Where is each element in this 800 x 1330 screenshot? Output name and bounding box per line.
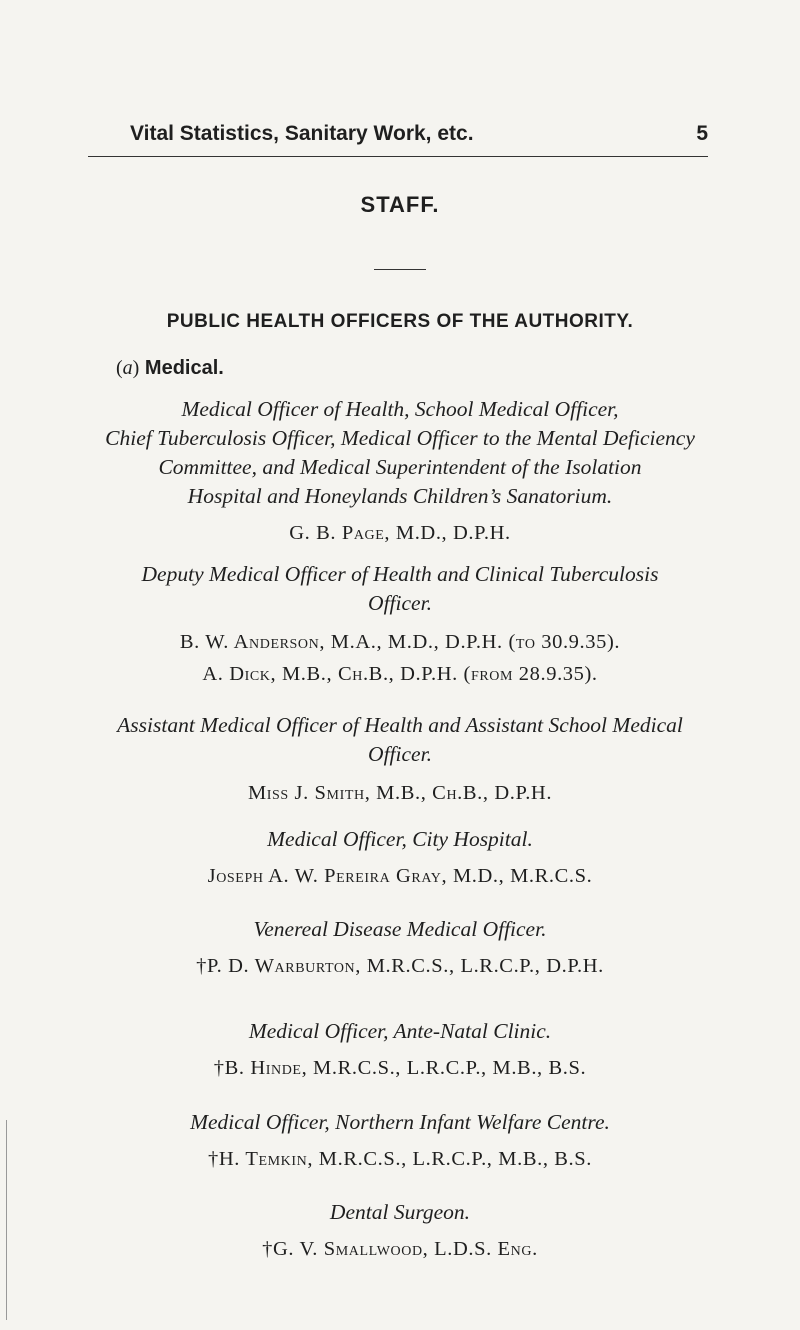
- staff-name: †G. V. Smallwood, L.D.S. Eng.: [262, 1238, 538, 1260]
- staff-entry-infant-welfare: [0, 1108, 800, 1175]
- staff-name: G. B. Page, M.D., D.P.H.: [289, 522, 511, 544]
- role-line: Dental Surgeon.: [329, 1200, 471, 1224]
- role-line: Chief Tuberculosis Officer, Medical Officer to the Mental Deficiency: [105, 426, 695, 450]
- role-line: Medical Officer, Ante-Natal Clinic.: [248, 1019, 552, 1043]
- staff-name: A. Dick, M.B., Ch.B., D.P.H. (from 28.9.35).: [202, 663, 598, 685]
- staff-entry-dental: [0, 1198, 800, 1265]
- subsection-label: Medical.: [144, 357, 224, 379]
- role-line: Officer.: [368, 742, 432, 766]
- role-line: Venereal Disease Medical Officer.: [253, 917, 547, 941]
- staff-entry-assistant-moh: [0, 711, 800, 809]
- role-line: Medical Officer, City Hospital.: [267, 827, 533, 851]
- role-title: [80, 711, 720, 769]
- role-title: [80, 395, 720, 511]
- staff-entry-venereal-disease: [0, 915, 800, 982]
- staff-name: †H. Temkin, M.R.C.S., L.R.C.P., M.B., B.S.: [208, 1148, 592, 1170]
- staff-entry-city-hospital: [0, 825, 800, 892]
- role-line: Officer.: [368, 591, 432, 615]
- role-line: Assistant Medical Officer of Health and Assistant School Medical: [117, 713, 683, 737]
- subsection-letter: a: [122, 357, 133, 379]
- subsection-heading: [116, 357, 224, 380]
- role-line: Deputy Medical Officer of Health and Clinical Tuberculosis: [141, 562, 659, 586]
- role-line: Medical Officer of Health, School Medical Officer,: [181, 397, 619, 421]
- role-line: Committee, and Medical Superintendent of the Isolation: [158, 455, 642, 479]
- staff-name: B. W. Anderson, M.A., M.D., D.P.H. (to 30.9.35).: [179, 631, 621, 653]
- role-title: [80, 1198, 720, 1227]
- role-title: [80, 825, 720, 854]
- staff-name: †P. D. Warburton, M.R.C.S., L.R.C.P., D.P.H.: [196, 955, 604, 977]
- staff-entry-deputy-moh: [0, 560, 800, 690]
- header-rule: [88, 156, 708, 157]
- staff-name: Miss J. Smith, M.B., Ch.B., D.P.H.: [247, 782, 553, 804]
- staff-name: Joseph A. W. Pereira Gray, M.D., M.R.C.S.: [207, 865, 593, 887]
- running-head-title: Vital Statistics, Sanitary Work, etc.: [130, 122, 474, 145]
- staff-name: †B. Hinde, M.R.C.S., L.R.C.P., M.B., B.S.: [213, 1057, 587, 1079]
- page-title: STAFF.: [360, 192, 440, 217]
- staff-entry-ante-natal: [0, 1017, 800, 1084]
- role-title: [80, 1017, 720, 1046]
- page-number: 5: [696, 122, 708, 145]
- role-title: [80, 915, 720, 944]
- role-line: Hospital and Honeylands Children’s Sanatorium.: [187, 484, 613, 508]
- role-title: [80, 560, 720, 618]
- role-title: [80, 1108, 720, 1137]
- page-edge-line: [6, 1120, 7, 1320]
- role-line: Medical Officer, Northern Infant Welfare Centre.: [190, 1110, 610, 1134]
- title-divider: [374, 269, 426, 270]
- section-heading: PUBLIC HEALTH OFFICERS OF THE AUTHORITY.: [166, 311, 634, 332]
- staff-entry-moh: [0, 395, 800, 549]
- subsection-open-paren: (: [116, 357, 123, 379]
- subsection-close-paren: ): [132, 357, 140, 379]
